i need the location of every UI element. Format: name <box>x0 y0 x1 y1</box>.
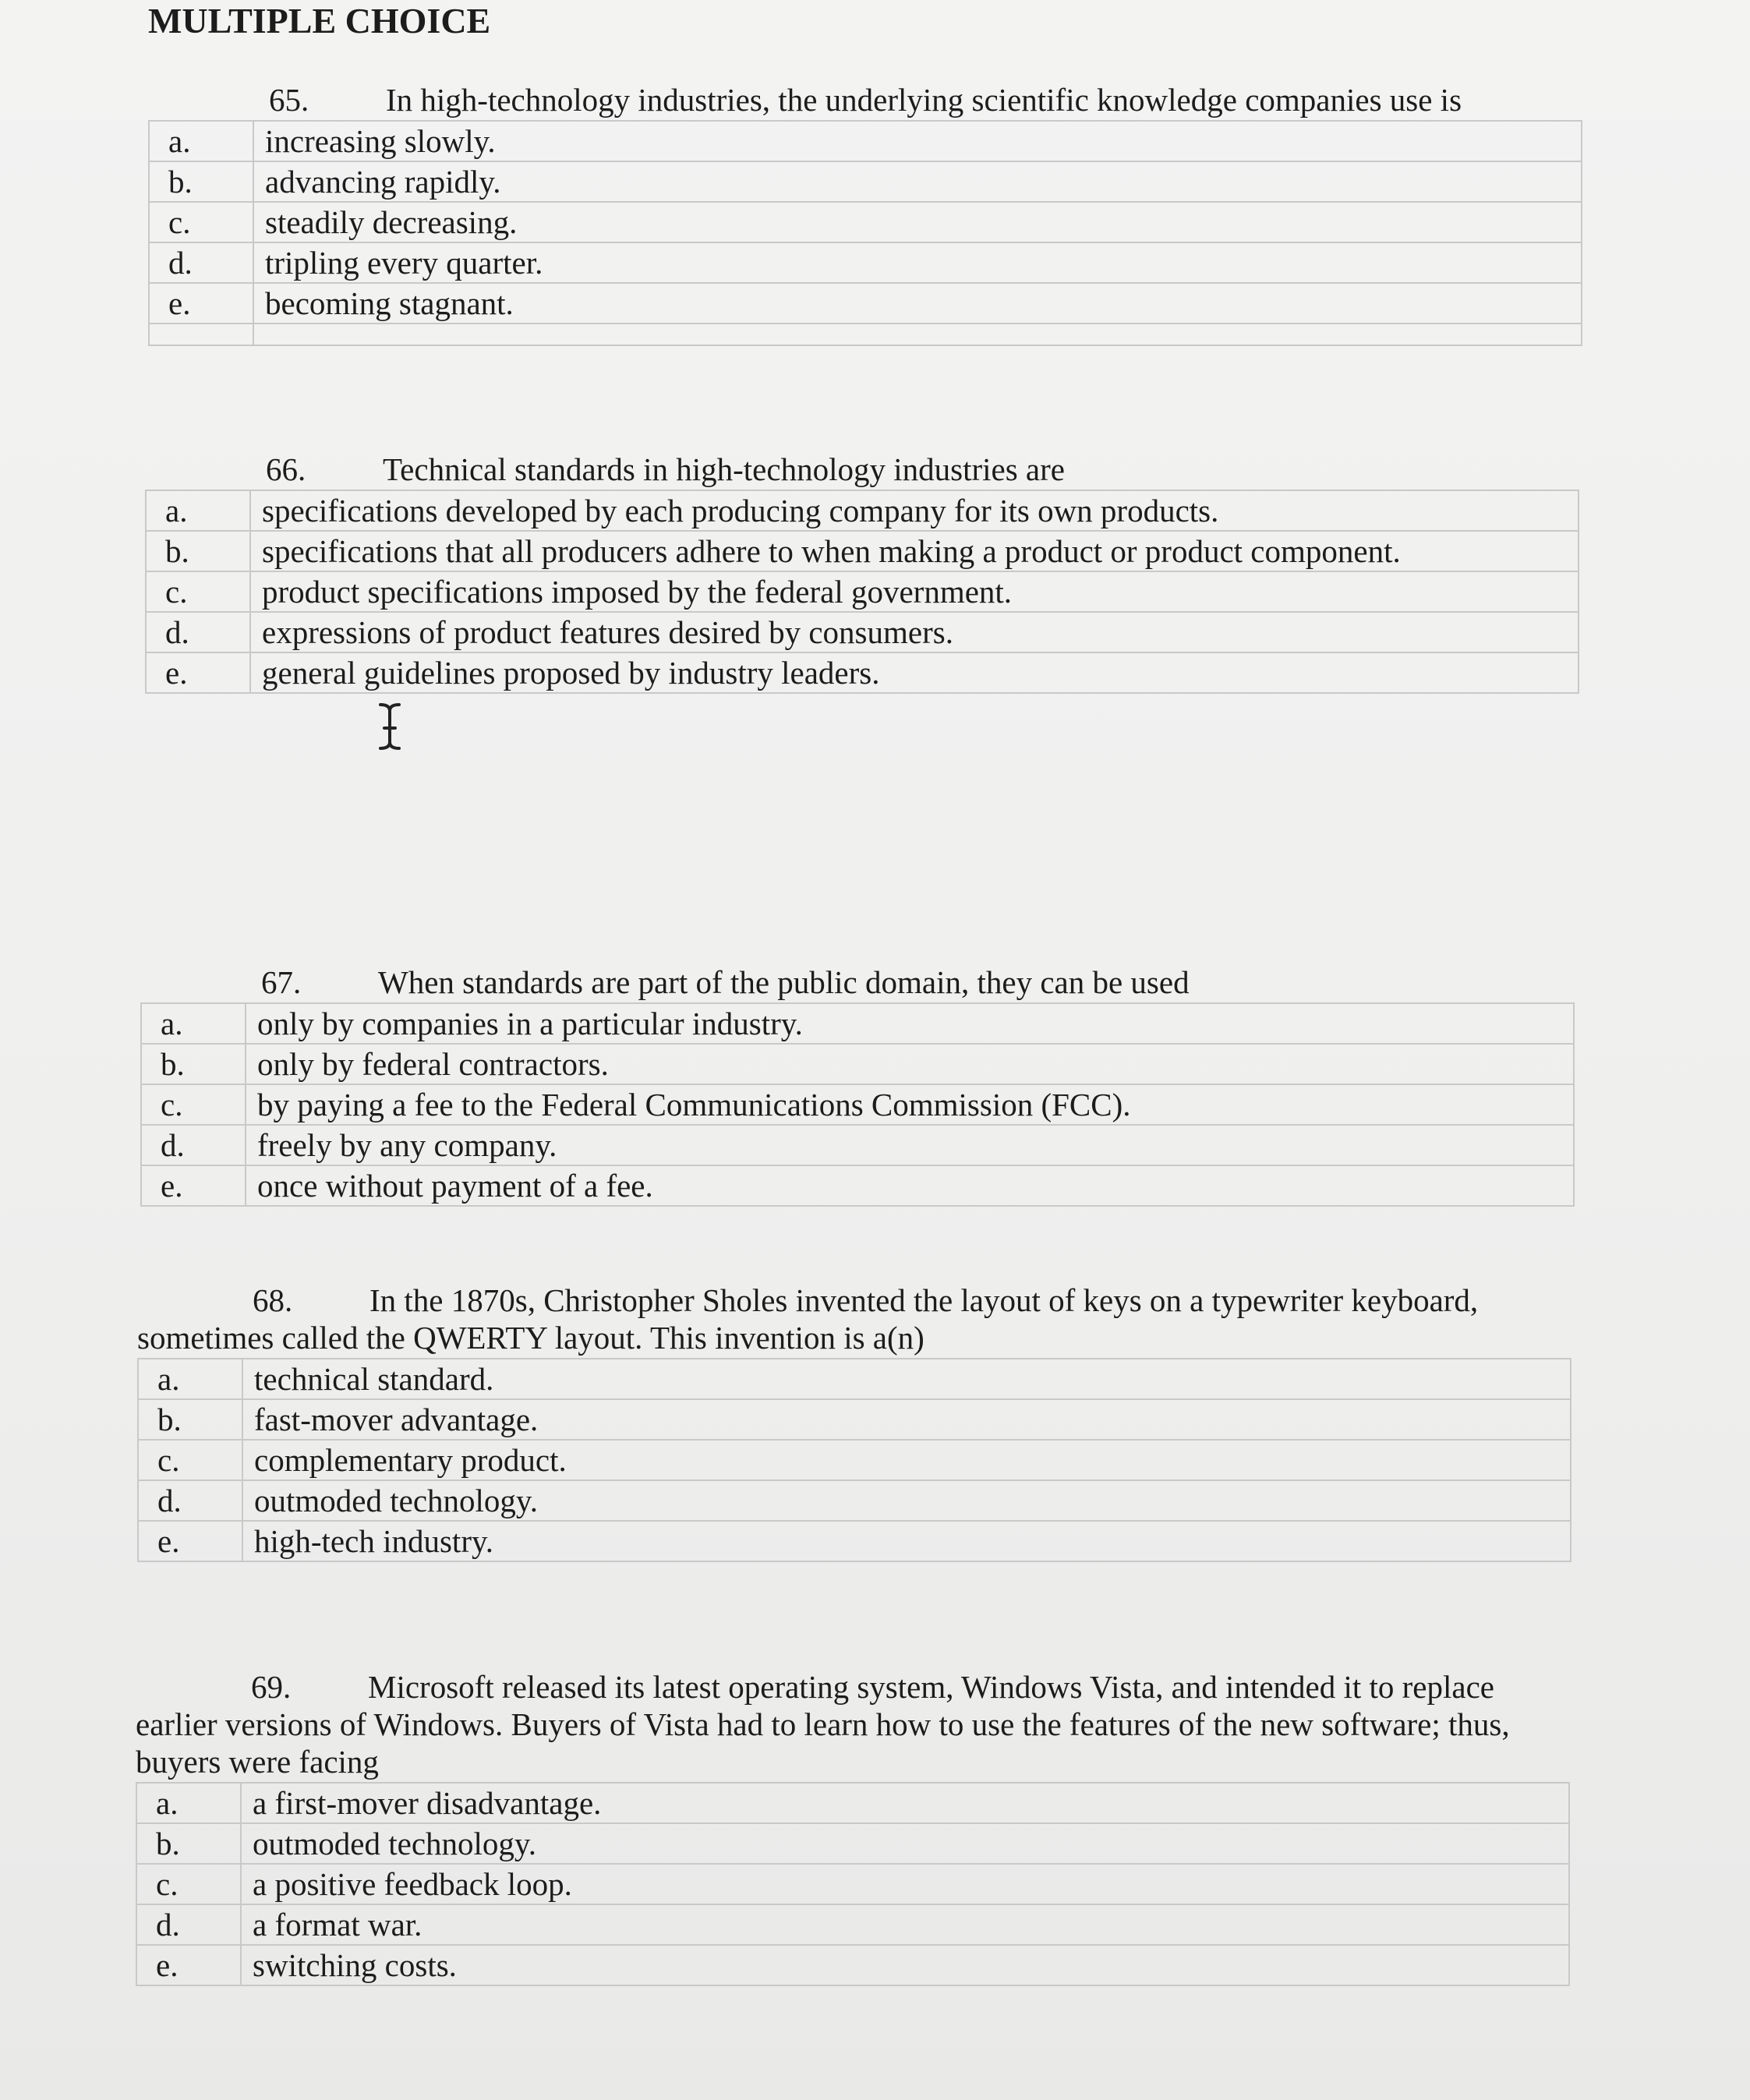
option-letter: b. <box>138 1399 242 1440</box>
option-text: expressions of product features desired by consumers. <box>250 612 1579 652</box>
question-stem <box>137 1282 1571 1356</box>
question-stem <box>136 1668 1570 1780</box>
answer-option[interactable] <box>138 1359 1571 1399</box>
option-letter: a. <box>146 490 250 531</box>
option-letter: d. <box>149 242 253 283</box>
option-text: increasing slowly. <box>253 121 1582 161</box>
option-text: by paying a fee to the Federal Communications Commission (FCC). <box>246 1084 1574 1125</box>
answer-option[interactable] <box>141 1125 1574 1165</box>
spacer-cell <box>253 323 1582 345</box>
answer-options-table <box>136 1782 1570 1986</box>
answer-option[interactable] <box>149 242 1582 283</box>
option-letter: c. <box>141 1084 246 1125</box>
option-letter: c. <box>136 1864 241 1904</box>
option-letter: d. <box>146 612 250 652</box>
question-stem <box>148 81 1582 118</box>
option-text: technical standard. <box>242 1359 1571 1399</box>
answer-option[interactable] <box>149 161 1582 202</box>
answer-option[interactable] <box>149 202 1582 242</box>
question-number: 67. <box>261 964 302 1000</box>
option-letter: c. <box>146 571 250 612</box>
answer-option[interactable] <box>146 571 1579 612</box>
question-69 <box>136 1668 1570 1986</box>
option-text: becoming stagnant. <box>253 283 1582 323</box>
question-text: Technical standards in high-technology industries are <box>383 451 1065 487</box>
answer-option[interactable] <box>146 490 1579 531</box>
option-text: only by companies in a particular industry. <box>246 1003 1574 1044</box>
option-text: a first-mover disadvantage. <box>241 1783 1569 1823</box>
option-letter: c. <box>138 1440 242 1480</box>
option-letter: e. <box>141 1165 246 1206</box>
answer-option[interactable] <box>138 1480 1571 1521</box>
option-letter: b. <box>141 1044 246 1084</box>
option-text: high-tech industry. <box>242 1521 1571 1561</box>
answer-option[interactable] <box>136 1904 1569 1945</box>
option-text: a format war. <box>241 1904 1569 1945</box>
question-number: 68. <box>253 1282 293 1318</box>
answer-option[interactable] <box>141 1084 1574 1125</box>
question-stem <box>145 451 1579 488</box>
option-text: complementary product. <box>242 1440 1571 1480</box>
question-text: When standards are part of the public domain, they can be used <box>378 964 1190 1000</box>
question-text: Microsoft released its latest operating system, Windows Vista, and intended it to replace earlier versions of Windows. Buyers of Vista had to learn how to use the features of the new software; thus, buyers were facing <box>136 1669 1510 1780</box>
option-letter: a. <box>136 1783 241 1823</box>
option-letter: e. <box>136 1945 241 1985</box>
answer-option[interactable] <box>141 1044 1574 1084</box>
option-letter: b. <box>146 531 250 571</box>
option-text: outmoded technology. <box>242 1480 1571 1521</box>
option-text: specifications developed by each producing company for its own products. <box>250 490 1579 531</box>
option-letter: e. <box>149 283 253 323</box>
option-text: general guidelines proposed by industry leaders. <box>250 652 1579 693</box>
answer-option[interactable] <box>136 1864 1569 1904</box>
option-text: tripling every quarter. <box>253 242 1582 283</box>
question-67 <box>140 963 1575 1207</box>
option-letter: a. <box>141 1003 246 1044</box>
question-number: 69. <box>251 1669 292 1705</box>
option-letter: a. <box>138 1359 242 1399</box>
question-stem <box>140 963 1575 1001</box>
option-letter: d. <box>136 1904 241 1945</box>
option-letter: e. <box>146 652 250 693</box>
answer-option[interactable] <box>136 1945 1569 1985</box>
option-text: product specifications imposed by the federal government. <box>250 571 1579 612</box>
option-text: fast-mover advantage. <box>242 1399 1571 1440</box>
answer-options-table <box>145 490 1579 694</box>
option-text: once without payment of a fee. <box>246 1165 1574 1206</box>
answer-option[interactable] <box>136 1783 1569 1823</box>
section-heading: MULTIPLE CHOICE <box>148 1 491 41</box>
question-text: In high-technology industries, the underlying scientific knowledge companies use is <box>386 82 1462 118</box>
answer-option[interactable] <box>138 1399 1571 1440</box>
question-number: 66. <box>266 451 306 487</box>
option-letter: d. <box>138 1480 242 1521</box>
question-text: In the 1870s, Christopher Sholes invented the layout of keys on a typewriter keyboard, sometimes called the QWERTY layout. This invention is a(n) <box>137 1282 1479 1356</box>
text-cursor-icon <box>374 702 405 751</box>
option-text: advancing rapidly. <box>253 161 1582 202</box>
option-letter: a. <box>149 121 253 161</box>
option-text: a positive feedback loop. <box>241 1864 1569 1904</box>
option-text: switching costs. <box>241 1945 1569 1985</box>
question-68 <box>137 1282 1571 1562</box>
question-number: 65. <box>269 82 309 118</box>
option-text: specifications that all producers adhere to when making a product or product component. <box>250 531 1579 571</box>
answer-option[interactable] <box>146 531 1579 571</box>
answer-option[interactable] <box>138 1521 1571 1561</box>
option-letter: b. <box>149 161 253 202</box>
spacer-cell <box>149 323 253 345</box>
answer-option[interactable] <box>136 1823 1569 1864</box>
answer-option[interactable] <box>149 121 1582 161</box>
answer-option[interactable] <box>149 283 1582 323</box>
question-66 <box>145 451 1579 694</box>
answer-option[interactable] <box>138 1440 1571 1480</box>
option-letter: c. <box>149 202 253 242</box>
answer-option[interactable] <box>146 652 1579 693</box>
option-text: outmoded technology. <box>241 1823 1569 1864</box>
question-65 <box>148 81 1582 346</box>
option-text: steadily decreasing. <box>253 202 1582 242</box>
answer-option[interactable] <box>141 1003 1574 1044</box>
option-text: only by federal contractors. <box>246 1044 1574 1084</box>
option-text: freely by any company. <box>246 1125 1574 1165</box>
answer-option[interactable] <box>141 1165 1574 1206</box>
table-spacer-row <box>149 323 1582 345</box>
answer-option[interactable] <box>146 612 1579 652</box>
answer-options-table <box>148 120 1582 346</box>
answer-options-table <box>140 1002 1575 1207</box>
option-letter: d. <box>141 1125 246 1165</box>
option-letter: e. <box>138 1521 242 1561</box>
answer-options-table <box>137 1358 1571 1562</box>
option-letter: b. <box>136 1823 241 1864</box>
